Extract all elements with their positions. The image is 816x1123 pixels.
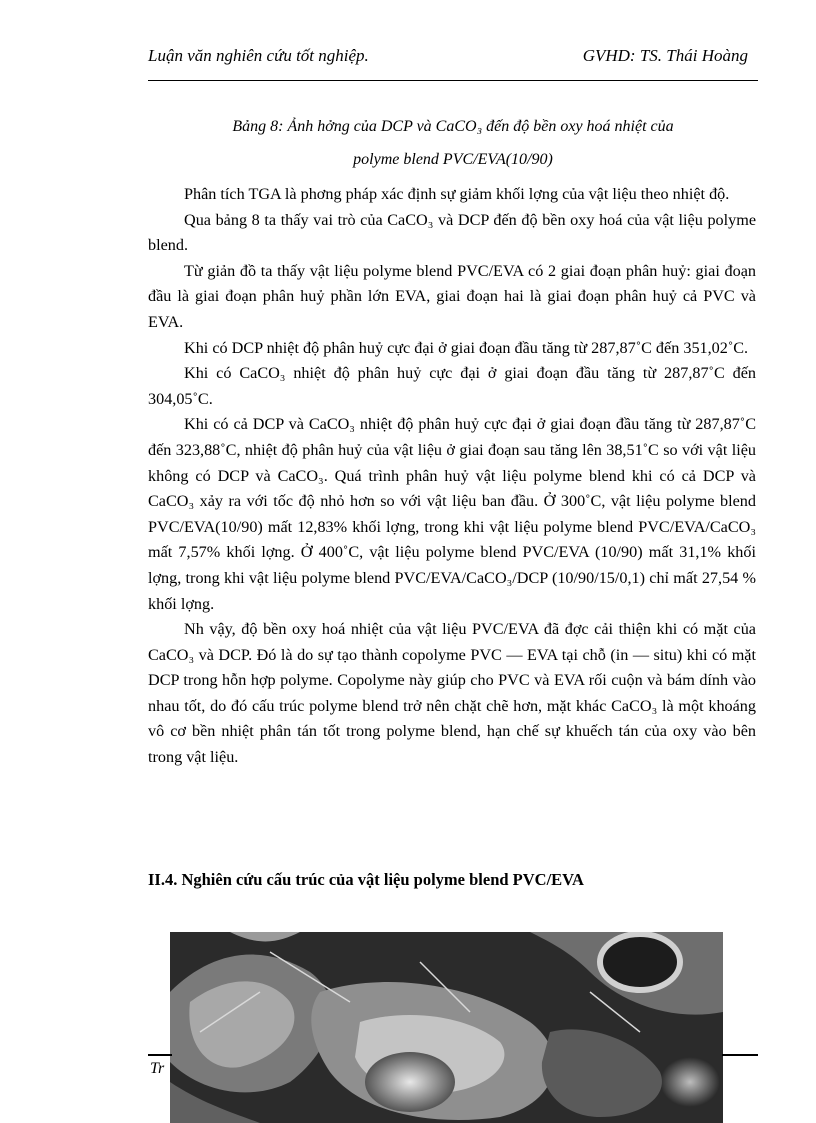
sem-micrograph-graphic [170, 932, 723, 1123]
section-heading: II.4. Nghiên cứu cấu trúc của vật liệu polyme blend PVC/EVA [148, 870, 584, 889]
header-thesis-title: Luận văn nghiên cứu tốt nghiệp. [148, 46, 369, 65]
footer-rule-right [722, 1054, 758, 1056]
body-text [148, 182, 756, 771]
footer-rule-left [148, 1054, 172, 1056]
paragraph: Qua bảng 8 ta thấy vai trò của CaCO₃ và DCP đến độ bền oxy hoá của vật liệu polyme blend. [148, 210, 756, 255]
paragraph: Phân tích TGA là phơng pháp xác định sự giảm khối lợng của vật liệu theo nhiệt độ. [184, 185, 730, 203]
paragraph: Khi có DCP nhiệt độ phân huỷ cực đại ở giai đoạn đầu tăng từ 287,87˚C đến 351,02˚C. [184, 338, 749, 357]
footer-text: Tr [150, 1060, 165, 1077]
paragraph: Khi có CaCO₃ nhiệt độ phân huỷ cực đại ở giai đoạn đầu tăng từ 287,87˚C đến 304,05˚C. [148, 364, 756, 408]
sem-micrograph-image [170, 932, 723, 1123]
header-rule [148, 80, 758, 81]
table-caption-line-1: Bảng 8: Ảnh hởng của DCP và CaCO₃ đến độ bền oxy hoá nhiệt của [232, 118, 674, 135]
paragraph: Khi có cả DCP và CaCO₃ nhiệt độ phân huỷ cực đại ở giai đoạn đầu tăng từ 287,87˚C đến 323,88˚C, nhiệt độ phân huỷ của vật liệu ở giai đoạn sau tăng lên 38,51˚C so với vật liệu không có DCP và CaCO₃. Quá trình phân huỷ vật liệu polyme blend khi có cả DCP và CaCO₃ xảy ra với tốc độ nhỏ hơn so với vật liệu ban đầu. Ở 300˚C, vật liệu polyme blend PVC/EVA(10/90) mất 12,83% khối lợng, trong khi vật liệu polyme blend PVC/EVA/CaCO₃ mất 7,57% khối lợng. Ở 400˚C, vật liệu polyme blend PVC/EVA (10/90) mất 31,1% khối lợng, trong khi vật liệu polyme blend PVC/EVA/CaCO₃/DCP (10/90/15/0,1) chỉ mất 27,54 % khối lợng. [148, 415, 756, 613]
paragraph: Từ giản đồ ta thấy vật liệu polyme blend PVC/EVA có 2 giai đoạn phân huỷ: giai đoạn đầu là giai đoạn phân huỷ phần lớn EVA, giai đoạn hai là giai đoạn phân huỷ cả PVC và EVA. [148, 261, 756, 331]
table-caption-line-2: polyme blend PVC/EVA(10/90) [353, 151, 553, 168]
paragraph: Nh vậy, độ bền oxy hoá nhiệt của vật liệu PVC/EVA đã đợc cải thiện khi có mặt của CaCO₃ và DCP. Đó là do sự tạo thành copolyme PVC — EVA tại chỗ (in — situ) khi có mặt DCP trong hỗn hợp polyme. Copolyme này giúp cho PVC và EVA rối cuộn và bám dính vào nhau tốt, do đó cấu trúc polyme blend trở nên chặt chẽ hơn, mặt khác CaCO₃ là một khoáng vô cơ bền nhiệt phân tán tốt trong polyme blend, hạn chế sự khuếch tán của oxy vào bên trong vật liệu. [148, 620, 756, 767]
header-advisor: GVHD: TS. Thái Hoàng [582, 46, 748, 65]
